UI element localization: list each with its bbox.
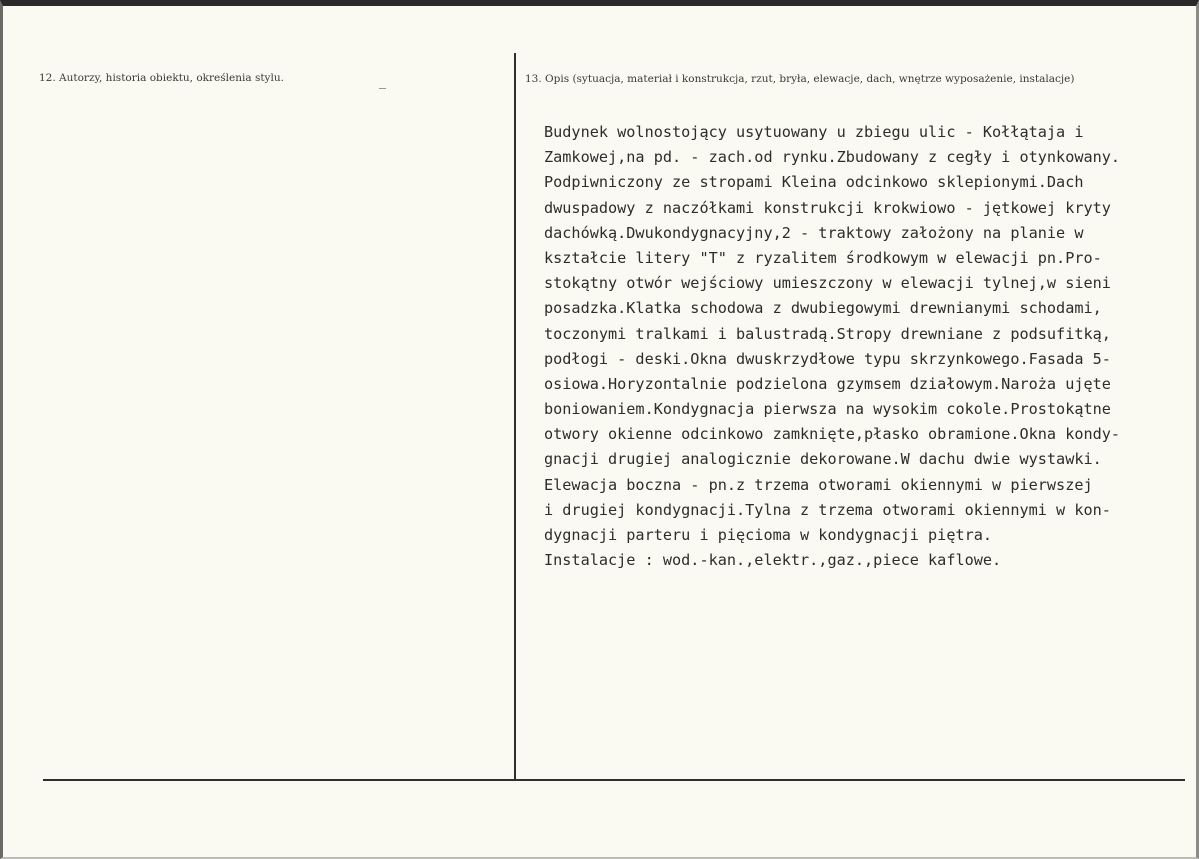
description-text (544, 120, 1184, 573)
description-line: i drugiej kondygnacji.Tylna z trzema otworami okiennymi w kon- (544, 500, 1111, 519)
description-line: Budynek wolnostojący usytuowany u zbiegu ulic - Kołłątaja i (544, 123, 1084, 141)
description-line: dachówką.Dwukondygnacyjny,2 - traktowy założony na planie w (544, 223, 1084, 242)
description-line: otwory okienne odcinkowo zamknięte,płasko obramione.Okna kondy- (544, 425, 1121, 444)
description-line: boniowaniem.Kondygnacja pierwsza na wysokim cokole.Prostokątne (544, 400, 1111, 419)
paper-speck (379, 88, 386, 89)
description-line: gnacji drugiej analogicznie dekorowane.W dachu dwie wystawki. (544, 450, 1102, 469)
description-line: dygnacji parteru i pięcioma w kondygnacji piętra. (544, 526, 993, 544)
description-line: Zamkowej,na pd. - zach.od rynku.Zbudowany z cegły i otynkowany. (544, 148, 1121, 167)
section-12-label: 12. Autorzy, historia obiektu, określenia stylu. (39, 72, 284, 84)
description-line: Podpiwniczony ze stropami Kleina odcinkowo sklepionymi.Dach (544, 173, 1084, 192)
description-line: stokątny otwór wejściowy umieszczony w elewacji tylnej,w sieni (544, 274, 1111, 293)
description-line: osiowa.Horyzontalnie podzielona gzymsem działowym.Naroża ujęte (544, 374, 1111, 393)
description-line: Elewacja boczna - pn.z trzema otworami okiennymi w pierwszej (544, 475, 1093, 494)
description-line: Instalacje : wod.-kan.,elektr.,gaz.,piece kaflowe. (544, 551, 1002, 570)
description-line: posadzka.Klatka schodowa z dwubiegowymi drewnianymi schodami, (544, 299, 1102, 318)
description-line: toczonymi tralkami i balustradą.Stropy drewniane z podsufitką, (544, 324, 1111, 343)
description-line: kształcie litery "T" z ryzalitem środkowym w elewacji pn.Pro- (544, 248, 1102, 267)
section-13-label: 13. Opis (sytuacja, materiał i konstrukcja, rzut, bryła, elewacje, dach, wnętrze wyposażenie, instalacje) (525, 73, 1075, 85)
column-divider (514, 53, 516, 779)
bottom-rule (43, 779, 1185, 781)
description-line: podłogi - deski.Okna dwuskrzydłowe typu skrzynkowego.Fasada 5- (544, 349, 1111, 368)
description-line: dwuspadowy z naczółkami konstrukcji krokwiowo - jętkowej kryty (544, 198, 1111, 217)
